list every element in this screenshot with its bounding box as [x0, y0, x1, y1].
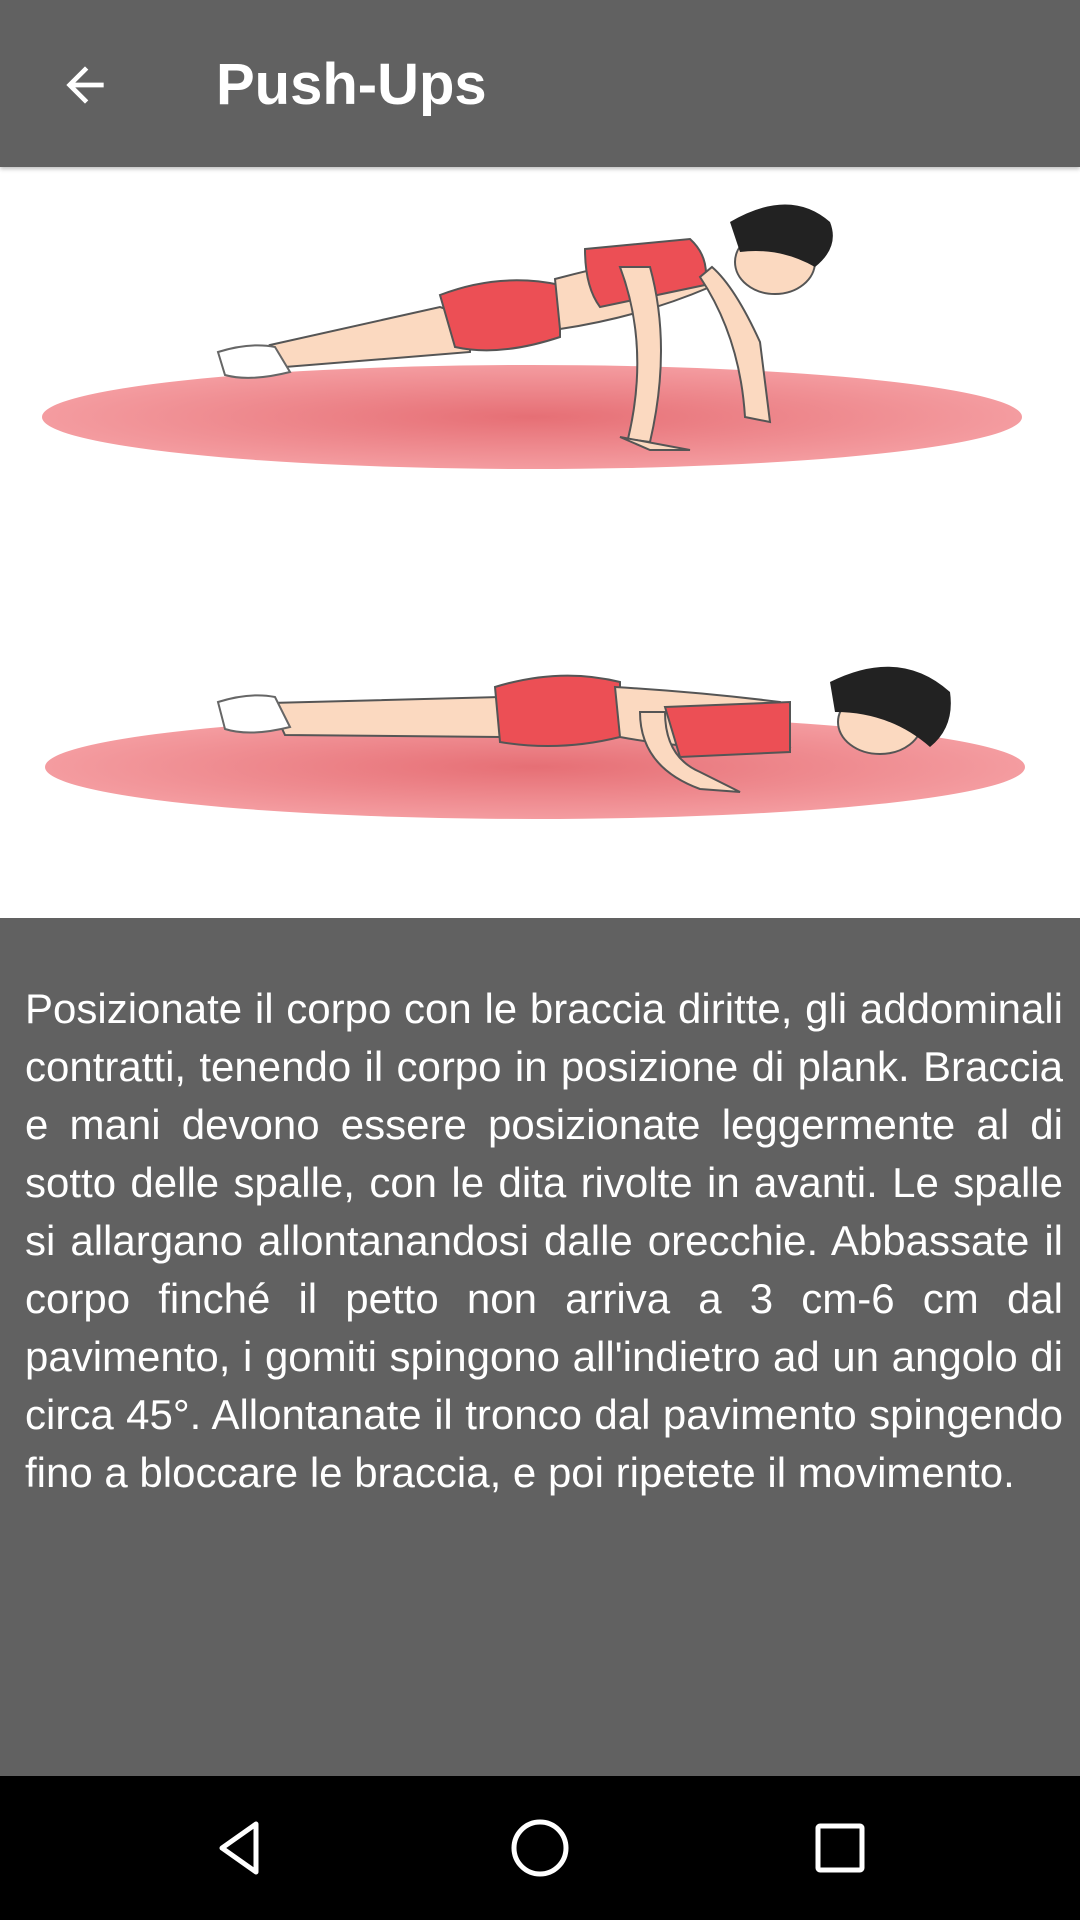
page-title: Push-Ups [216, 52, 487, 117]
square-recents-icon [812, 1820, 868, 1876]
exercise-description: Posizionate il corpo con le braccia diritte, gli addominali contratti, tenendo il corpo in posizione di plank. Braccia e mani devono essere posizionate leggermente al di sotto delle spalle, con le dita rivolte in avanti. Le spalle si allargano allontanandosi dalle orecchie. Abbassate il corpo finché il petto non arriva a 3 cm-6 cm dal pavimento, i gomiti spingono all'indietro ad un angolo di circa 45°. Allontanate il tronco dal pavimento spingendo fino a bloccare le braccia, e poi ripetete il movimento. [25, 985, 1063, 1496]
plank-up-pose [42, 205, 1022, 470]
circle-home-icon [508, 1816, 572, 1880]
system-navigation-bar [0, 1776, 1080, 1920]
description-panel [0, 918, 1080, 1776]
nav-recents-button[interactable] [790, 1798, 890, 1898]
push-up-figure [0, 167, 1080, 918]
exercise-illustration [0, 167, 1080, 918]
app-toolbar [0, 0, 1080, 167]
nav-home-button[interactable] [490, 1798, 590, 1898]
arrow-left-icon [57, 57, 113, 113]
plank-down-pose [45, 667, 1025, 819]
nav-back-button[interactable] [190, 1798, 290, 1898]
triangle-back-icon [210, 1818, 270, 1878]
back-button[interactable] [40, 40, 130, 130]
